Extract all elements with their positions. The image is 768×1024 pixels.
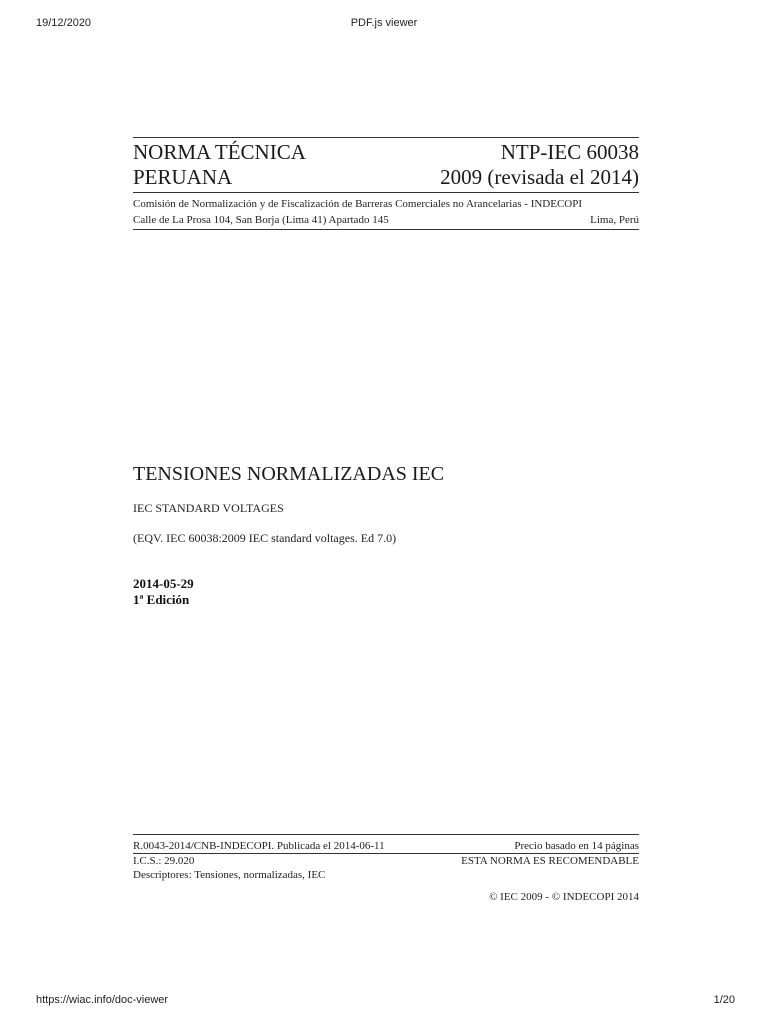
doc-code-line2: 2009 (revisada el 2014) [440, 165, 639, 189]
equivalence-note: (EQV. IEC 60038:2009 IEC standard voltages. Ed 7.0) [133, 531, 397, 545]
header-bottom-rule [133, 229, 639, 230]
header-mid-rule [133, 192, 639, 193]
doc-type-line1: NORMA TÉCNICA [133, 140, 306, 164]
document-date: 2014-05-29 [133, 576, 194, 591]
resolution-text: R.0043-2014/CNB-INDECOPI. Publicada el 2014-06-11 [133, 840, 385, 852]
print-date: 19/12/2020 [36, 17, 92, 29]
status-text: ESTA NORMA ES RECOMENDABLE [461, 855, 639, 867]
doc-type-line2: PERUANA [133, 165, 233, 189]
document-subtitle: IEC STANDARD VOLTAGES [133, 501, 284, 515]
org-city: Lima, Perú [590, 214, 639, 226]
document-edition: 1ª Edición [133, 592, 190, 607]
price-text: Precio basado en 14 páginas [514, 840, 639, 852]
org-name: Comisión de Normalización y de Fiscalización de Barreras Comerciales no Arancelarias - INDECOPI [133, 198, 583, 210]
org-address: Calle de La Prosa 104, San Borja (Lima 41) Apartado 145 [133, 214, 389, 226]
footer-mid-rule [133, 853, 639, 854]
ics-text: I.C.S.: 29.020 [133, 855, 195, 867]
doc-code-heading [440, 140, 639, 190]
print-url: https://wiac.info/doc-viewer [36, 994, 169, 1006]
print-page-number: 1/20 [713, 994, 735, 1006]
footer-top-rule [133, 834, 639, 835]
copyright-text: © IEC 2009 - © INDECOPI 2014 [489, 891, 639, 903]
document-title: TENSIONES NORMALIZADAS IEC [133, 463, 445, 485]
doc-code-line1: NTP-IEC 60038 [500, 140, 639, 164]
doc-type-heading [133, 140, 306, 190]
header-top-rule [133, 137, 639, 138]
print-title: PDF.js viewer [350, 17, 418, 29]
descriptors-text: Descriptores: Tensiones, normalizadas, IEC [133, 869, 326, 881]
